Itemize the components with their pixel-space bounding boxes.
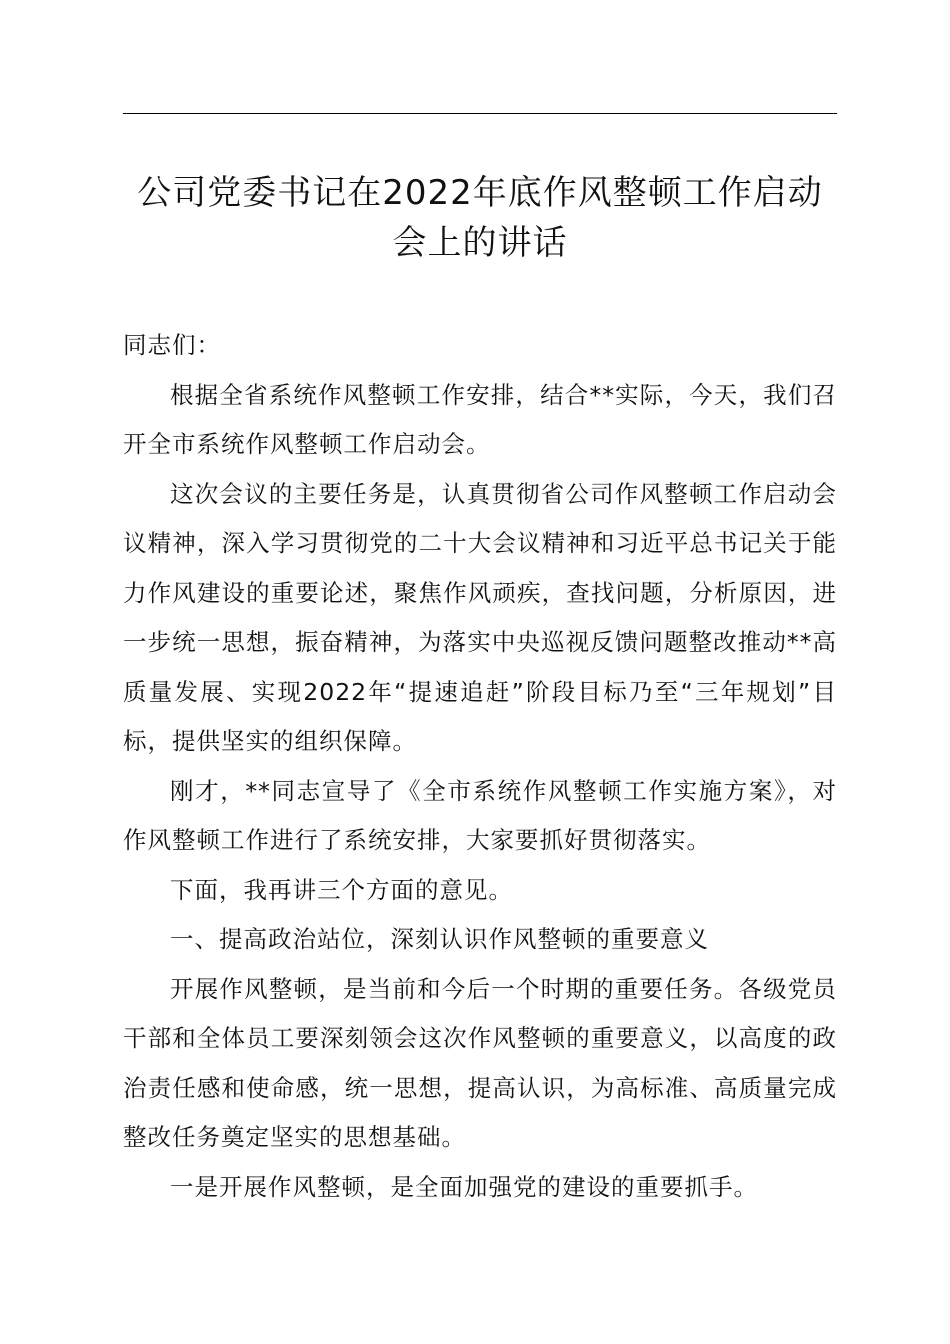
paragraph: 下面，我再讲三个方面的意见。 <box>170 875 513 904</box>
paragraph: 根据全省系统作风整顿工作安排，结合**实际，今天，我们召开全市系统作风整顿工作启动会。 <box>123 380 837 458</box>
document-body <box>123 321 837 1212</box>
salutation: 同志们： <box>123 331 221 359</box>
header-rule <box>123 113 837 114</box>
title-line-1: 公司党委书记在2022年底作风整顿工作启动 <box>137 173 823 213</box>
document-title <box>100 168 860 268</box>
paragraph: 开展作风整顿，是当前和今后一个时期的重要任务。各级党员干部和全体员工要深刻领会这次作风整顿的重要意义，以高度的政治责任感和使命感，统一思想，提高认识，为高标准、高质量完成整改任务奠定坚实的思想基础。 <box>123 974 837 1151</box>
title-line-2: 会上的讲话 <box>392 223 568 263</box>
paragraph: 这次会议的主要任务是，认真贯彻省公司作风整顿工作启动会议精神，深入学习贯彻党的二十大会议精神和习近平总书记关于能力作风建设的重要论述，聚焦作风顽疾，查找问题，分析原因，进一步统一思想，振奋精神，为落实中央巡视反馈问题整改推动**高质量发展、实现2022年“提速追赶”阶段目标乃至“三年规划”目标，提供坚实的组织保障。 <box>123 479 837 755</box>
paragraph: 刚才，**同志宣导了《全市系统作风整顿工作实施方案》，对作风整顿工作进行了系统安排，大家要抓好贯彻落实。 <box>123 776 837 854</box>
paragraph: 一是开展作风整顿，是全面加强党的建设的重要抓手。 <box>170 1172 758 1201</box>
section-heading: 一、提高政治站位，深刻认识作风整顿的重要意义 <box>170 925 709 953</box>
